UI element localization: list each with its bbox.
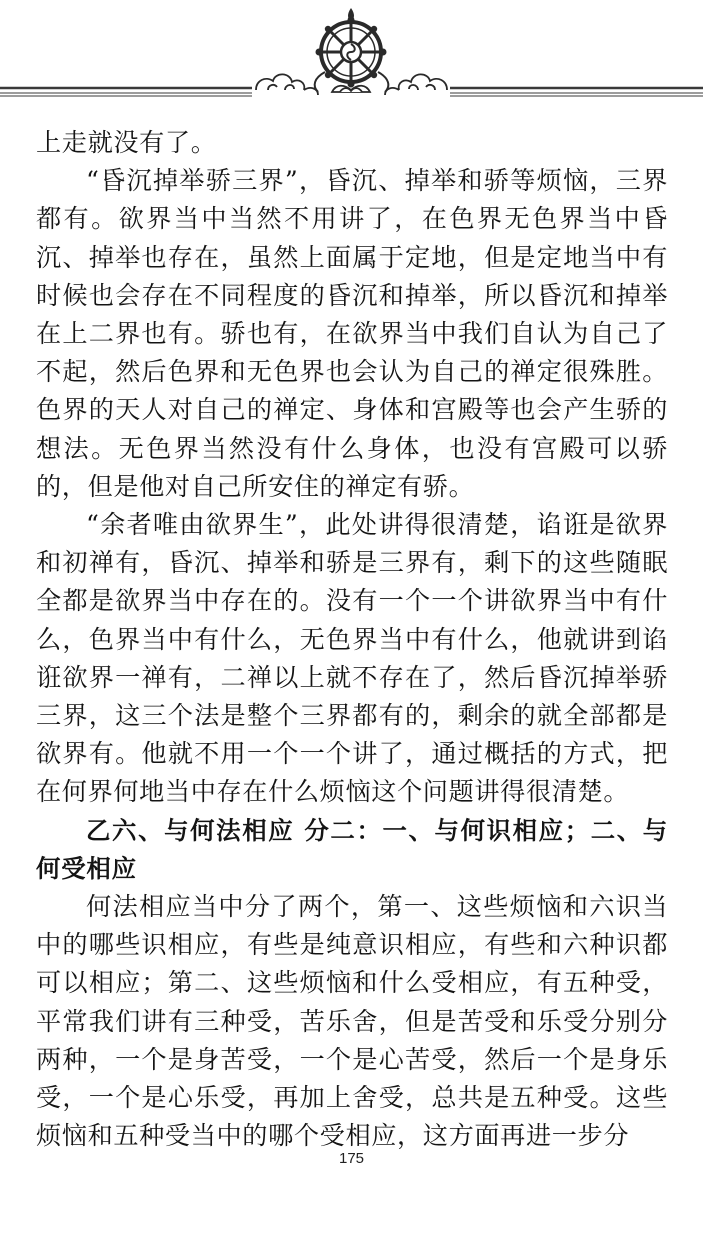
dharma-wheel-icon — [0, 0, 703, 110]
page-header-ornament — [0, 0, 703, 110]
paragraph-correspondence: 何法相应当中分了两个，第一、这些烦恼和六识当中的哪些识相应，有些是纯意识相应，有些和六种识都可以相应；第二、这些烦恼和什么受相应，有五种受，平常我们讲有三种受，苦乐舍，但是苦受和乐受分别分两种，一个是身苦受，一个是心苦受，然后一个是身乐受，一个是心乐受，再加上舍受，总共是五种受。这些烦恼和五种受当中的哪个受相应，这方面再进一步分 — [36, 892, 668, 1151]
paragraph-continuation: 上走就没有了。 — [36, 128, 217, 157]
paragraph-three-realms: “昏沉掉举骄三界”，昏沉、掉举和骄等烦恼，三界都有。欲界当中当然不用讲了，在色界无色界当中昏沉、掉举也存在，虽然上面属于定地，但是定地当中有时候也会存在不同程度的昏沉和掉举，所以昏沉和掉举在上二界也有。骄也有，在欲界当中我们自认为自己了不起，然后色界和无色界也会认为自己的禅定很殊胜。色界的天人对自己的禅定、身体和宫殿等也会产生骄的想法。无色界当然没有什么身体，也没有宫殿可以骄的，但是他对自己所安住的禅定有骄。 — [36, 166, 668, 501]
page-number: 175 — [338, 1150, 365, 1167]
paragraph-desire-realm: “余者唯由欲界生”，此处讲得很清楚，谄诳是欲界和初禅有，昏沉、掉举和骄是三界有，剩下的这些随眠全都是欲界当中存在的。没有一个一个讲欲界当中有什么，色界当中有什么，无色界当中有什么，他就讲到谄诳欲界一禅有，二禅以上就不存在了，然后昏沉掉举骄三界，这三个法是整个三界都有的，剩余的就全部都是欲界有。他就不用一个一个讲了，通过概括的方式，把在何界何地当中存在什么烦恼这个问题讲得很清楚。 — [36, 510, 668, 807]
page-body — [36, 124, 668, 1155]
section-heading: 乙六、与何法相应 分二：一、与何识相应；二、与何受相应 — [36, 815, 668, 883]
